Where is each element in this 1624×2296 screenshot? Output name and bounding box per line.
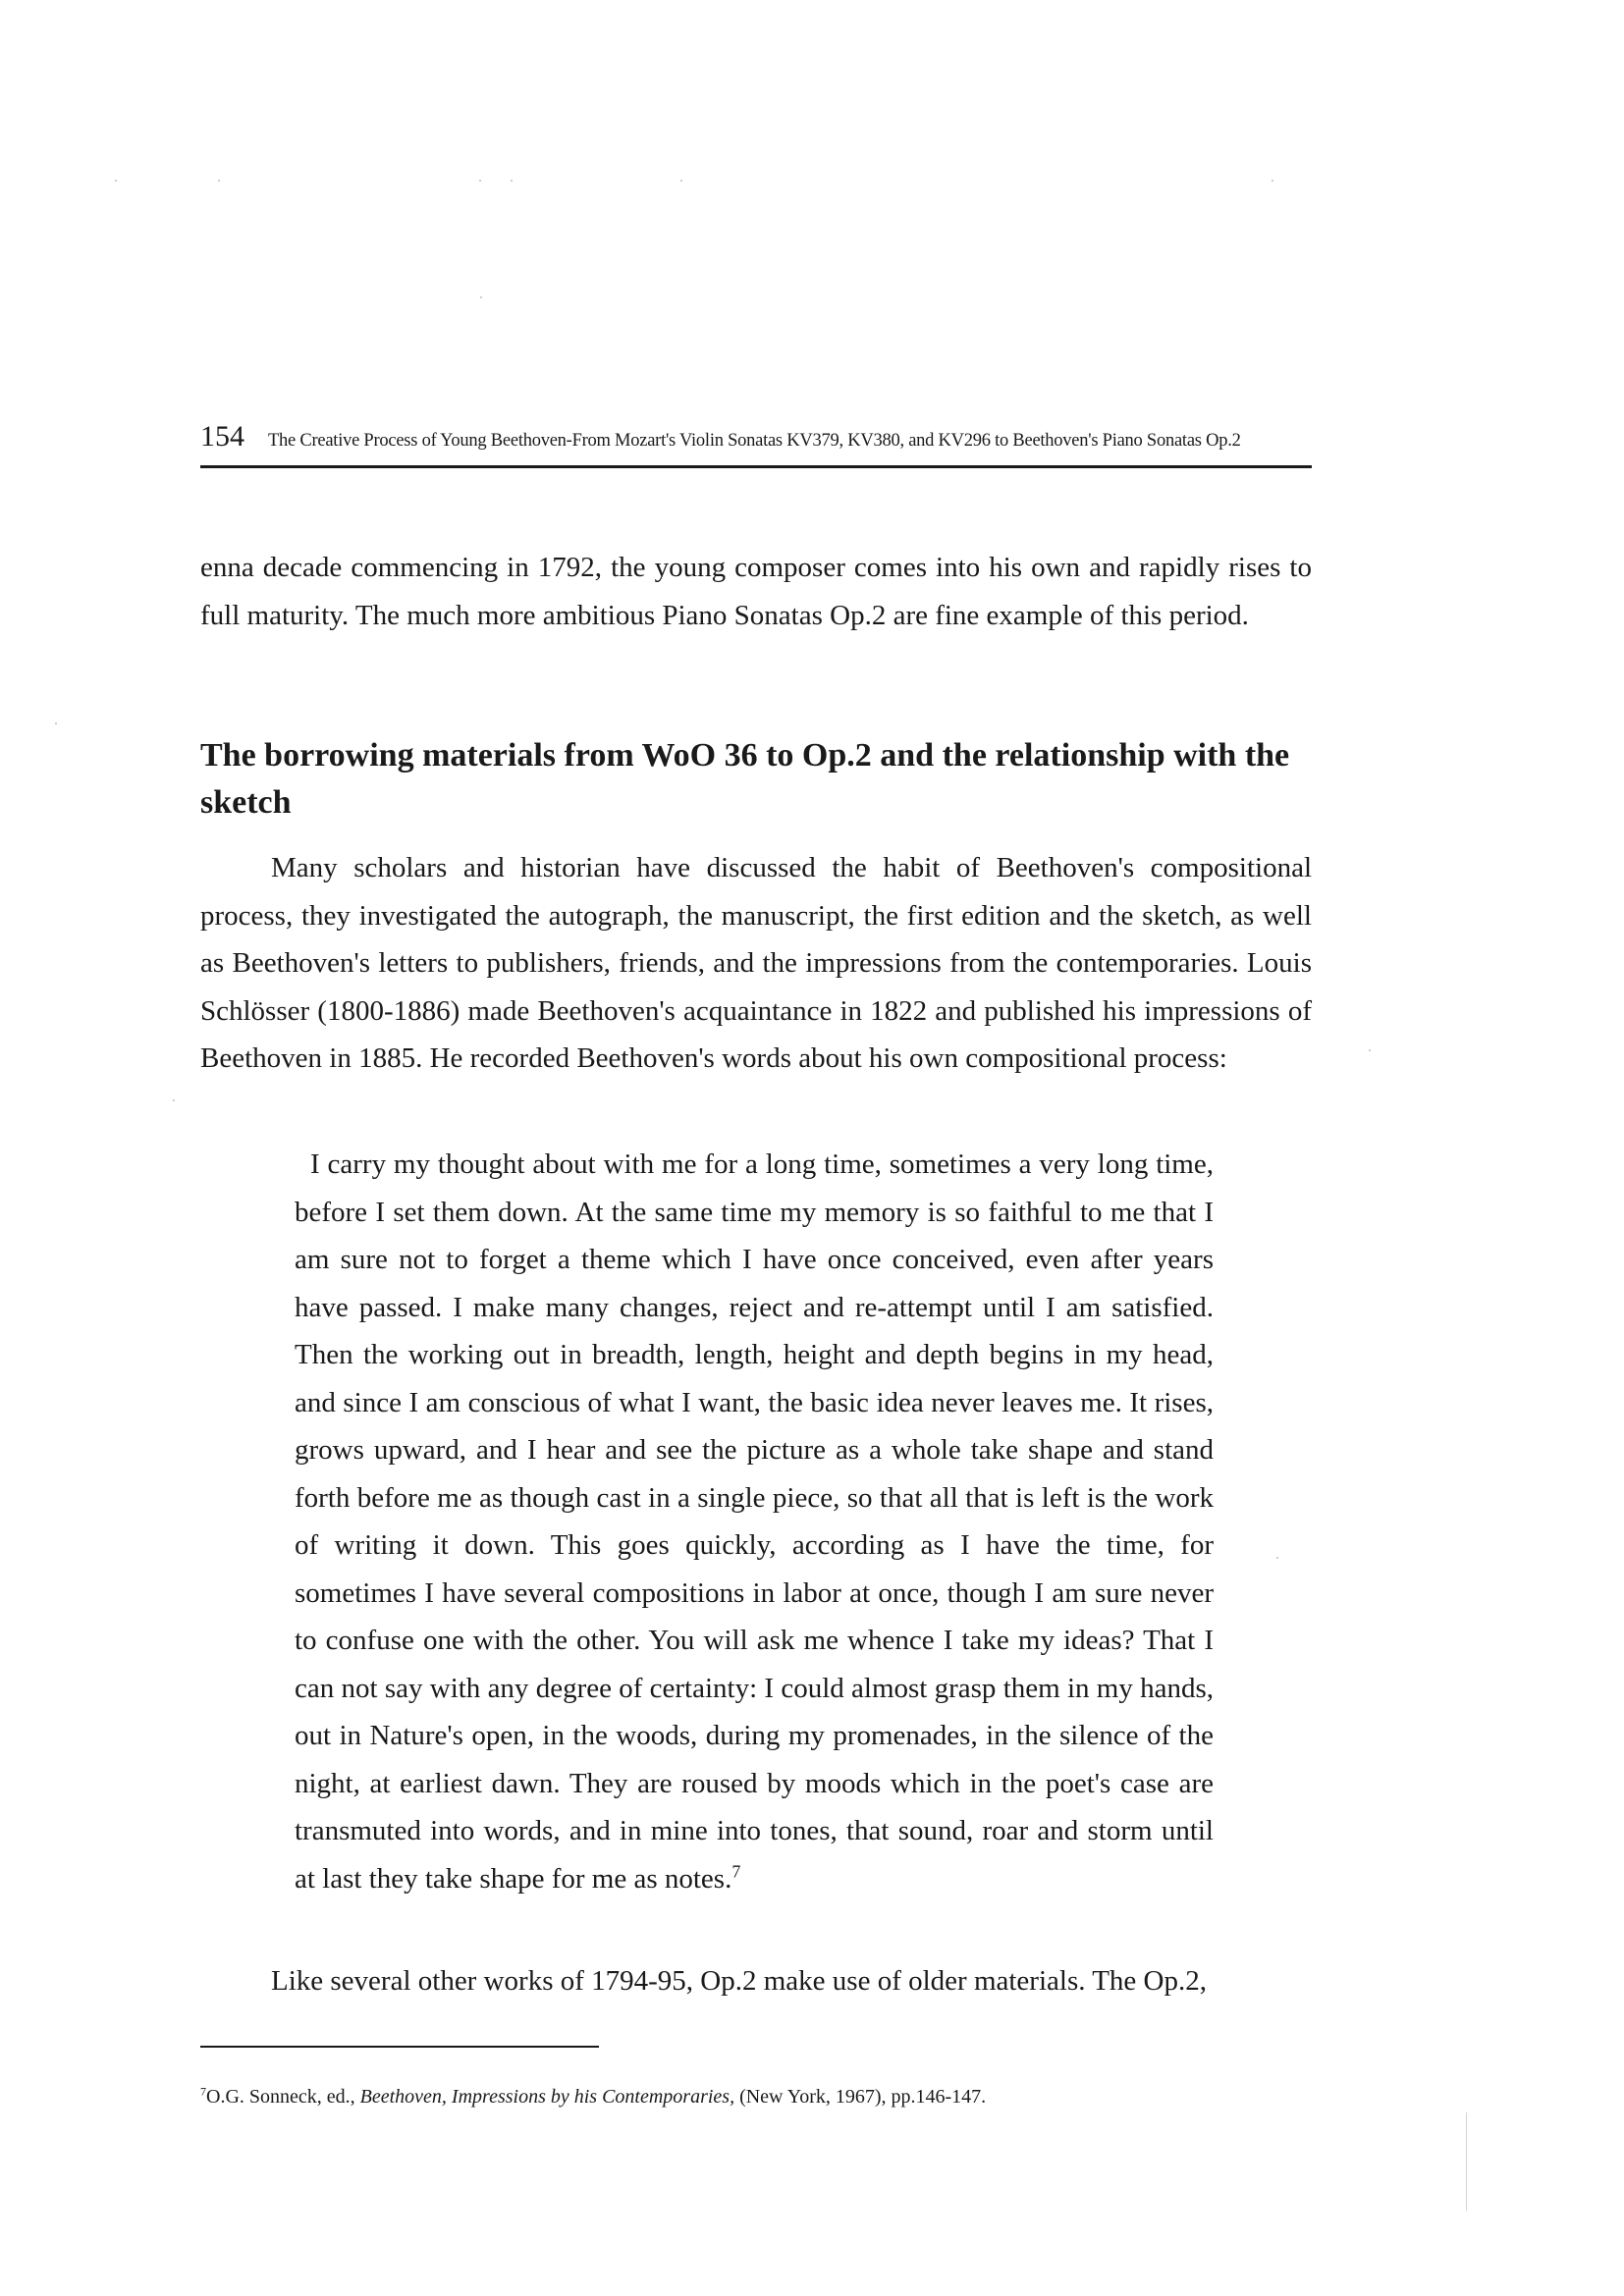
scan-speck [1272,180,1273,182]
scan-speck [115,180,117,182]
header-rule [200,465,1312,468]
footnote-text-after: (New York, 1967), pp.146-147. [734,2086,987,2108]
footnote-text-before: O.G. Sonneck, ed., [206,2086,360,2108]
footnote-number: 7 [200,2084,206,2099]
scan-speck [1276,1557,1278,1559]
scan-speck [480,296,482,298]
running-header [200,420,1312,454]
scan-edge-line [1466,2112,1467,2211]
footnote [200,2083,1312,2110]
block-quote-text: I carry my thought about with me for a long time, sometimes a very long time, before I set them down. At the same time my memory is so faithful to me that I am sure not to forget a theme which I have once conceived, even after years have passed. I make many changes, reject and re-attempt until I am satisfied. Then the working out in breadth, length, height and depth begins in my head, and since I am conscious of what I want, the basic idea never leaves me. It rises, grows upward, and I hear and see the picture as a whole take shape and stand forth before me as though cast in a single piece, so that all that is left is the work of writing it down. This goes quickly, according as I have the time, for sometimes I have several compositions in labor at once, though I am sure never to confuse one with the other. You will ask me whence I take my ideas? That I can not say with any degree of certainty: I could almost grasp them in my hands, out in Nature's open, in the woods, during my promenades, in the silence of the night, at earliest dawn. They are roused by moods which in the poet's case are transmuted into words, and in mine into tones, that sound, roar and storm until at last they take shape for me as notes. [295,1148,1214,1895]
footnote-rule [200,2046,599,2048]
continued-paragraph: enna decade commencing in 1792, the young composer comes into his own and rapidly rises to full maturity. The much more ambitious Piano Sonatas Op.2 are fine example of this period. [200,552,1312,631]
body-paragraph-continued: Like several other works of 1794-95, Op.2 make use of older materials. The Op.2, [271,1965,1207,1997]
section-heading: The borrowing materials from WoO 36 to Op.2 and the relationship with the sketch [200,737,1290,821]
footnote-title: Beethoven, Impressions by his Contemporaries, [359,2086,735,2108]
scan-speck [218,180,220,182]
scan-speck [511,180,513,182]
body-paragraph: Many scholars and historian have discussed the habit of Beethoven's compositional process, they investigated the autograph, the manuscript, the first edition and the sketch, as well as Beethoven's letters to publishers, friends, and the impressions from the contemporaries. Louis Schlösser (1800-1886) made Beethoven's acquaintance in 1822 and published his impressions of Beethoven in 1885. He recorded Beethoven's words about his own compositional process: [200,852,1312,1074]
scan-speck [680,180,682,182]
page-number: 154 [200,420,244,453]
running-title: The Creative Process of Young Beethoven-From Mozart's Violin Sonatas KV379, KV380, and KV296 to Beethoven's Piano Sonatas Op.2 [268,431,1241,451]
footnote-reference[interactable]: 7 [731,1860,741,1881]
scan-speck [479,180,481,182]
block-quote [295,1141,1214,1902]
scan-speck [1369,1049,1371,1051]
scan-speck [173,1099,175,1101]
scan-speck [55,722,57,724]
